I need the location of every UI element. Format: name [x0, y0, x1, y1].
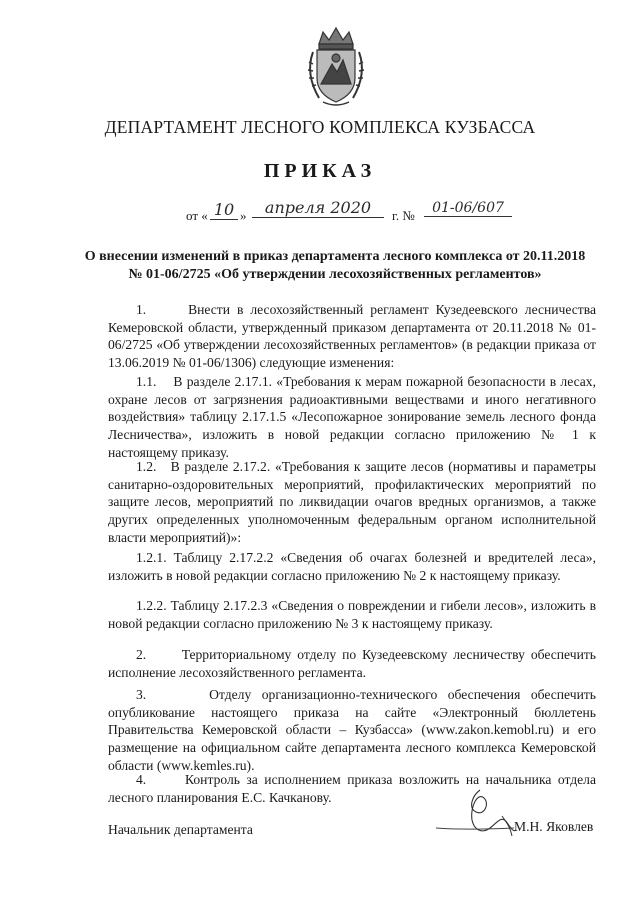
paragraph-1-1-number: 1.1. — [136, 374, 157, 389]
date-quote-close: » — [240, 208, 247, 223]
paragraph-3-number: 3. — [136, 687, 147, 702]
date-g-number: г. № — [392, 208, 415, 223]
paragraph-1-2 — [108, 458, 596, 547]
order-title: О внесении изменений в приказ департамента лесного комплекса от 20.11.2018 № 01-06/2725 «Об утверждении лесохозяйственных регламентов» — [84, 249, 586, 282]
coat-of-arms-icon — [299, 22, 373, 108]
paragraph-1-2-2 — [108, 597, 596, 632]
paragraph-1-1-text: В разделе 2.17.1. «Требования к мерам пожарной безопасности в лесах, охране лесов от загрязнения радиоактивными веществами и иного негативного воздействия» таблицу 2.17.1.5 «Лесопожарное зонирование земель лесного фонда Лесничества», изложить в новой редакции согласно приложению № 1 к настоящему приказу. — [108, 374, 596, 460]
paragraph-3 — [108, 686, 596, 775]
paragraph-1-2-1-text: Таблицу 2.17.2.2 «Сведения об очагах болезней и вредителей леса», изложить в новой редакции согласно приложению № 2 к настоящему приказу. — [108, 550, 596, 583]
date-prefix: от « — [186, 208, 208, 223]
paragraph-2-text: Территориальному отделу по Кузедеевскому лесничеству обеспечить исполнение лесохозяйственного регламента. — [108, 647, 597, 680]
paragraph-1-1 — [108, 373, 596, 462]
paragraph-1-2-1 — [108, 549, 596, 584]
document-type: ПРИКАЗ — [263, 160, 377, 182]
paragraph-1 — [108, 301, 596, 372]
paragraph-1-2-text: В разделе 2.17.2. «Требования к защите лесов (нормативы и параметры санитарно-оздоровительных мероприятий, профилактических мероприятий по защите лесов, мероприятий по ликвидации очагов вредных организмов, а также других определенных уполномоченным федеральным органом исполнительной власти мероприятий)»: — [108, 459, 596, 545]
paragraph-1-number: 1. — [136, 302, 147, 317]
signer-position: Начальник департамента — [108, 822, 253, 837]
signer-name: М.Н. Яковлев — [514, 819, 594, 834]
date-day: 10 — [210, 200, 238, 220]
paragraph-4-text: Контроль за исполнением приказа возложить на начальника отдела лесного планирования Е.С. Качканову. — [108, 772, 596, 805]
date-month-year: апреля 2020 — [252, 198, 384, 218]
order-number: 01-06/607 — [424, 200, 512, 217]
paragraph-1-2-2-text: Таблицу 2.17.2.3 «Сведения о повреждении и гибели лесов», изложить в новой редакции согласно приложению № 3 к настоящему приказу. — [108, 598, 596, 631]
paragraph-3-text: Отделу организационно-технического обеспечения обеспечить опубликование настоящего приказа на сайте «Электронный бюллетень Правительства Кемеровской области – Кузбасса» (www.zakon.kemobl.ru) и его размещение на официальном сайте департамента лесного комплекса Кемеровской области (www.kemles.ru). — [108, 687, 596, 773]
paragraph-1-2-1-number: 1.2.1. — [136, 550, 167, 565]
paragraph-2 — [108, 646, 596, 681]
handwritten-signature-icon — [432, 786, 542, 844]
paragraph-1-2-2-number: 1.2.2. — [136, 598, 167, 613]
paragraph-1-2-number: 1.2. — [136, 459, 157, 474]
paragraph-4-number: 4. — [136, 772, 147, 787]
paragraph-2-number: 2. — [136, 647, 147, 662]
paragraph-1-text: Внести в лесохозяйственный регламент Кузедеевского лесничества Кемеровской области, утвержденный приказом департамента от 20.11.2018 № 01-06/2725 «Об утверждении лесохозяйственных регламентов» (в редакции приказа от 13.06.2019 № 01-06/1306) следующие изменения: — [108, 302, 596, 371]
department-name: ДЕПАРТАМЕНТ ЛЕСНОГО КОМПЛЕКСА КУЗБАССА — [104, 117, 536, 137]
